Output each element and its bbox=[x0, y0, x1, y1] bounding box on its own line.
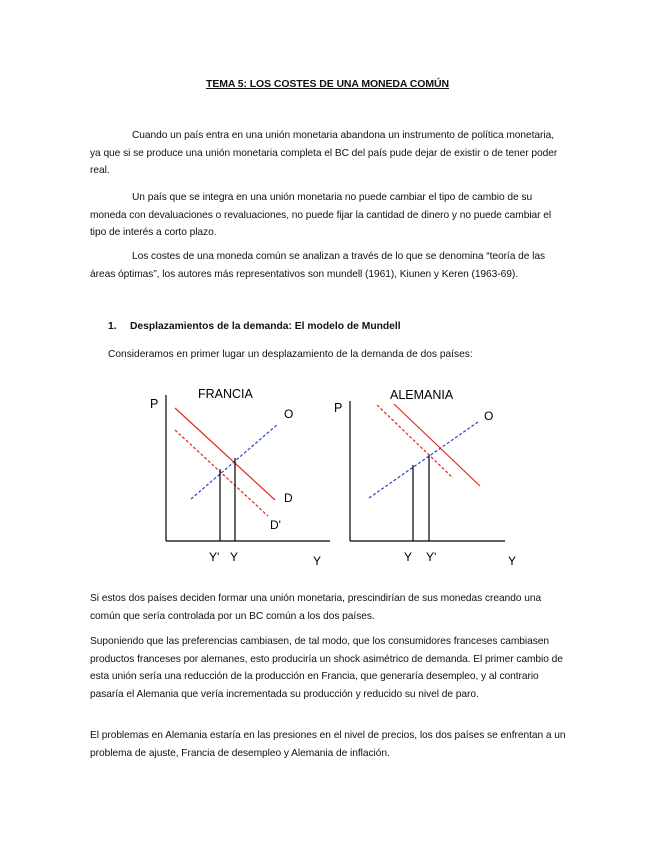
alemania-x-tick-2: Y' bbox=[426, 550, 437, 564]
section-title: Desplazamientos de la demanda: El modelo de Mundell bbox=[130, 321, 401, 332]
francia-x-axis-label: Y bbox=[313, 554, 322, 568]
francia-shifted-demand-label: D' bbox=[270, 518, 281, 532]
alemania-title: ALEMANIA bbox=[390, 388, 454, 402]
francia-title: FRANCIA bbox=[198, 387, 253, 401]
francia-demand-curve bbox=[175, 408, 275, 500]
alemania-x-axis-label: Y bbox=[508, 554, 517, 568]
alemania-x-tick-1: Y bbox=[404, 550, 413, 564]
alemania-supply-label: O bbox=[484, 409, 494, 423]
paragraph-4: Si estos dos países deciden formar una unión monetaria, prescindirían de sus monedas creando una común que sería controlada por un BC común a los dos países. bbox=[90, 593, 542, 622]
graph-alemania bbox=[334, 388, 516, 568]
alemania-supply-curve bbox=[369, 422, 478, 498]
paragraph-5: Suponiendo que las preferencias cambiasen, de tal modo, que los consumidores franceses cambiasen productos franceses por alemanes, esto produciría un shock asimétrico de demanda. El primer cambio de esta unión sería una reducción de la producción en Francia, que generaría desempleo, y al contrario pasaría el Alemania que vería incrementada su producción y reducido su nivel de paro. bbox=[90, 636, 563, 700]
section-number: 1. bbox=[108, 321, 117, 332]
alemania-y-axis-label: P bbox=[334, 401, 343, 415]
francia-x-tick-1: Y' bbox=[209, 550, 220, 564]
paragraph-3: Los costes de una moneda común se analizan a través de lo que se denomina “teoría de las áreas óptimas”, los autores más representativos son mundell (1961), Kiunen y Keren (1963-69). bbox=[90, 251, 545, 280]
paragraph-6: El problemas en Alemania estaría en las presiones en el nivel de precios, los dos países se enfrentan a un problema de ajuste, Francia de desempleo y Alemania de inflación. bbox=[90, 730, 566, 759]
francia-supply-label: O bbox=[284, 407, 294, 421]
francia-demand-label: D bbox=[284, 491, 293, 505]
document-title: TEMA 5: LOS COSTES DE UNA MONEDA COMÚN bbox=[206, 78, 449, 90]
graph-francia bbox=[150, 387, 330, 568]
paragraph-1: Cuando un país entra en una unión monetaria abandona un instrumento de política monetaria, ya que si se produce una unión monetaria completa el BC del país pude dejar de existir o de tener poder real. bbox=[90, 130, 558, 176]
paragraph-2: Un país que se integra en una unión monetaria no puede cambiar el tipo de cambio de su moneda con devaluaciones o revaluaciones, no puede fijar la cantidad de dinero y no puede cambiar el tipo de interés a corto plazo. bbox=[90, 192, 552, 238]
alemania-shifted-demand-curve bbox=[394, 404, 480, 486]
francia-x-tick-2: Y bbox=[230, 550, 239, 564]
francia-y-axis-label: P bbox=[150, 397, 159, 411]
alemania-demand-curve bbox=[377, 405, 453, 478]
section-intro: Consideramos en primer lugar un desplazamiento de la demanda de dos países: bbox=[108, 349, 473, 360]
